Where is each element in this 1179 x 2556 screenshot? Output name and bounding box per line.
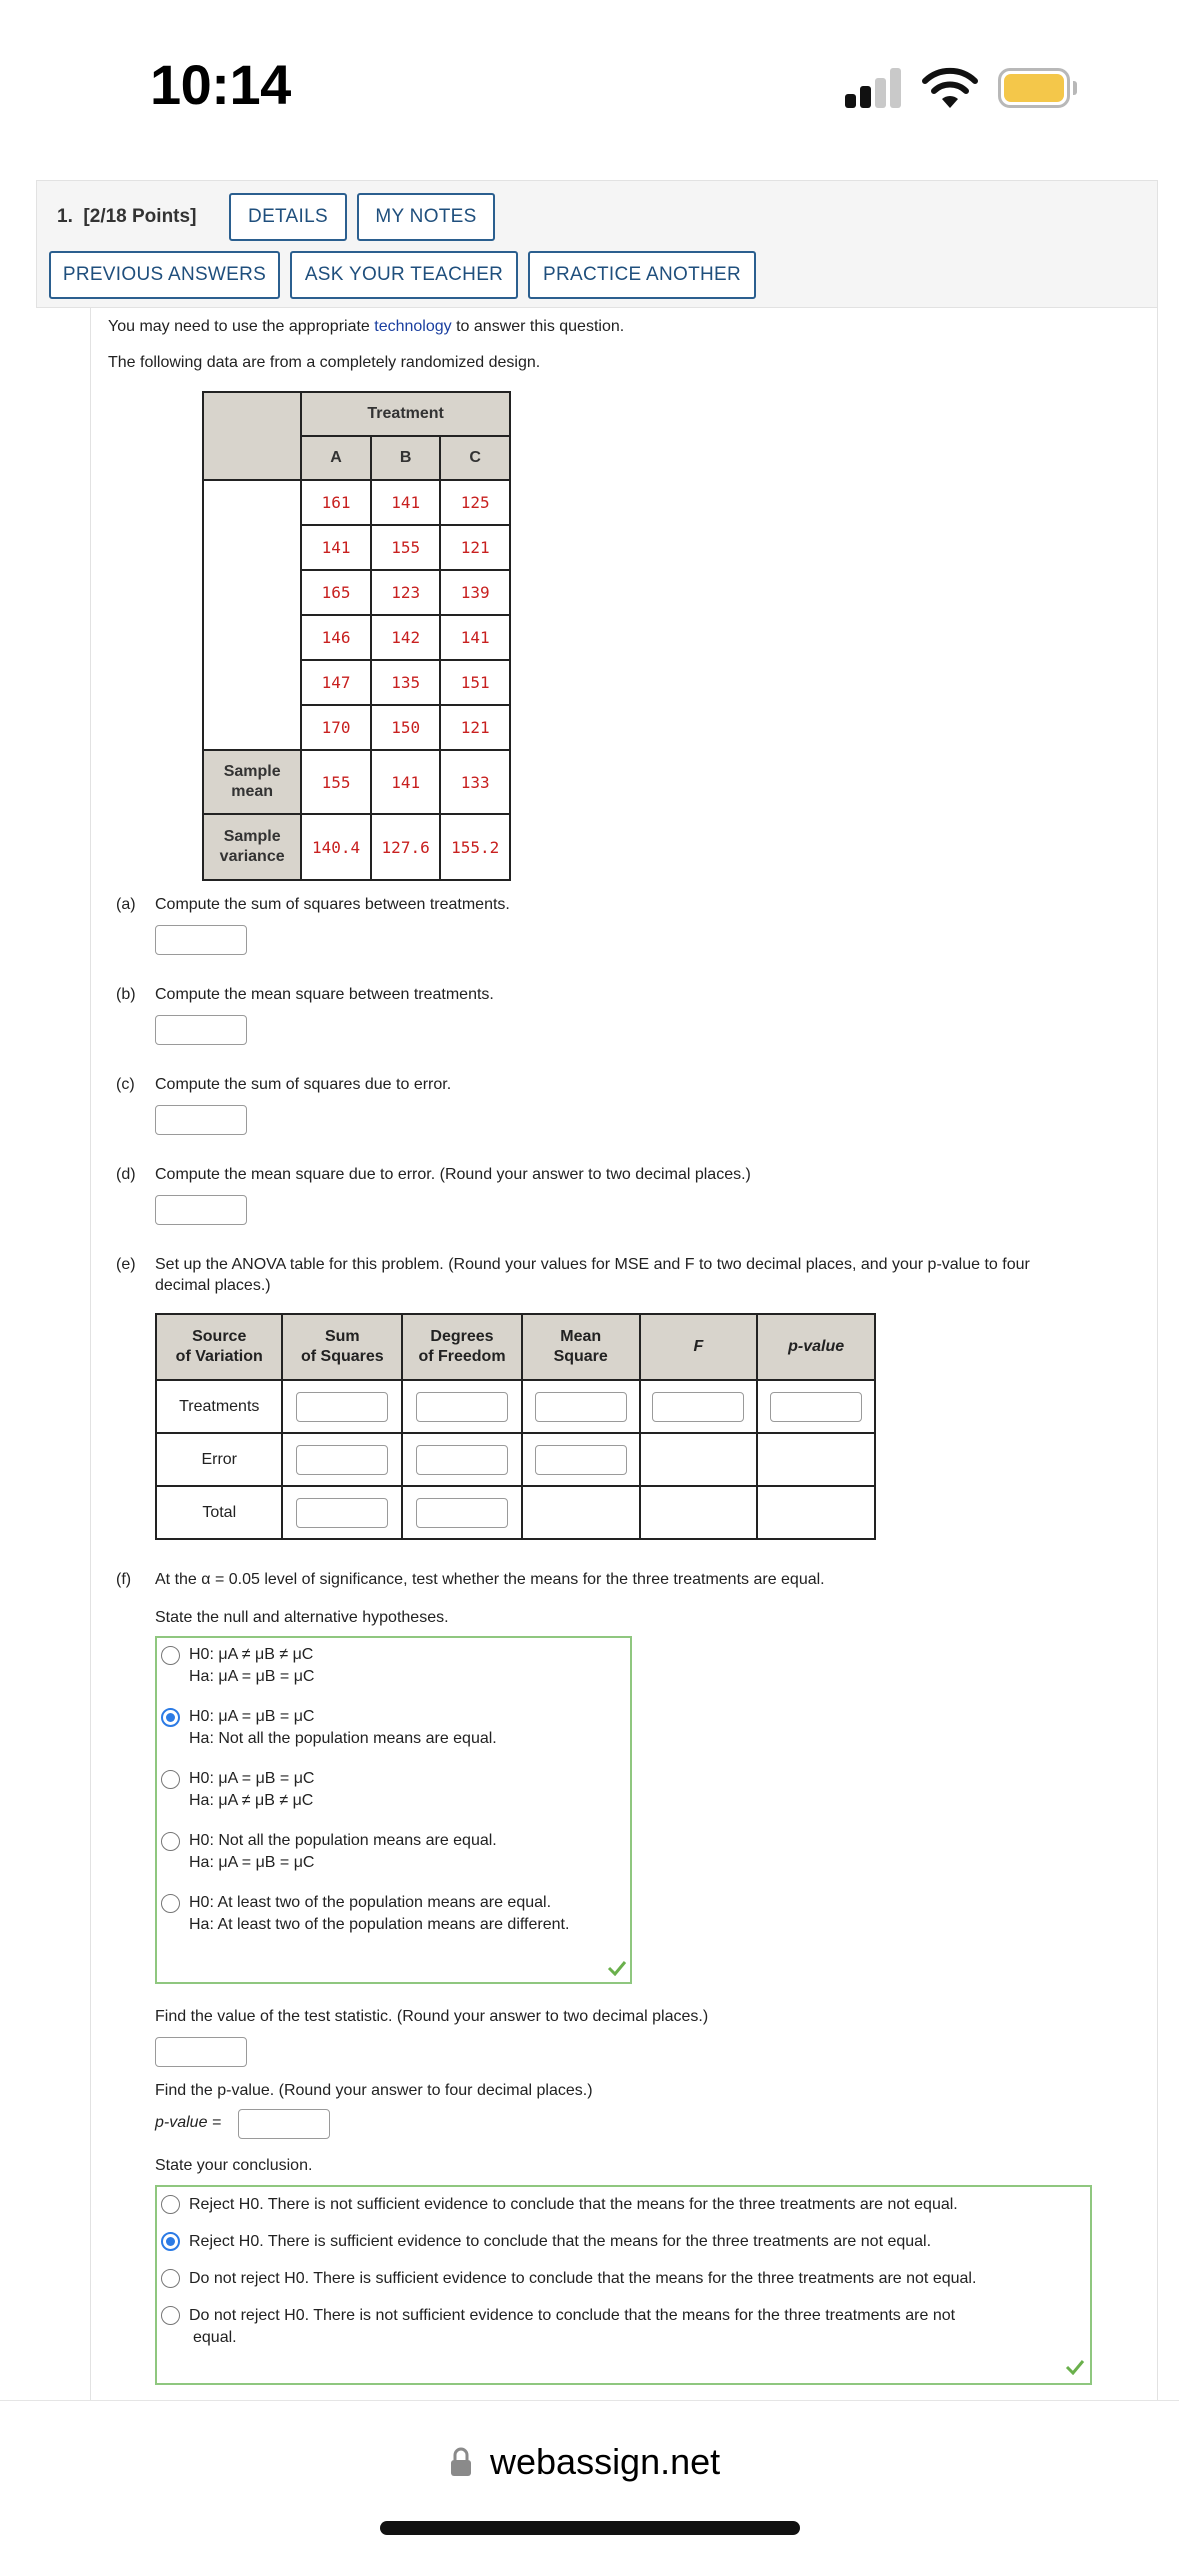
hypothesis-4-h0: H0: Not all the population means are equal. <box>189 1832 497 1849</box>
sample-variance-a: 140.4 <box>301 814 371 880</box>
part-d-text: Compute the mean square due to error. (Round your answer to two decimal places.) <box>155 1166 751 1183</box>
part-f-text: At the α = 0.05 level of significance, test whether the means for the three treatments are equal. <box>155 1571 825 1588</box>
table-cell: 150 <box>371 705 441 750</box>
intro-technology: You may need to use the appropriate technology to answer this question. <box>108 318 625 335</box>
ss-error-input[interactable] <box>155 1105 247 1135</box>
table-cell: 170 <box>301 705 371 750</box>
column-header-a: A <box>301 436 371 480</box>
test-statistic-input[interactable] <box>155 2037 247 2067</box>
question-points: 1. [2/18 Points] <box>57 206 197 227</box>
column-header-c: C <box>440 436 510 480</box>
wifi-icon <box>920 64 980 110</box>
details-button[interactable]: DETAILS <box>229 193 347 241</box>
table-cell: 141 <box>301 525 371 570</box>
clock: 10:14 <box>150 53 291 116</box>
anova-total-ss-input[interactable] <box>296 1498 388 1528</box>
part-b-label: (b) <box>116 986 136 1003</box>
anova-empty-cell <box>640 1486 758 1539</box>
table-cell: 155 <box>371 525 441 570</box>
part-d-label: (d) <box>116 1166 136 1183</box>
hypothesis-5-h0: H0: At least two of the population means are equal. <box>189 1894 552 1911</box>
table-cell: 123 <box>371 570 441 615</box>
practice-another-button[interactable]: PRACTICE ANOTHER <box>528 251 756 299</box>
table-cell: 125 <box>440 480 510 525</box>
anova-error-df-input[interactable] <box>416 1445 508 1475</box>
correct-check-icon <box>1065 2359 1085 2375</box>
conclusion-4-text: Do not reject H0. There is not sufficient evidence to conclude that the means for the three treatments are not <box>189 2307 956 2324</box>
conclusion-prompt: State your conclusion. <box>155 2157 313 2174</box>
sample-variance-b: 127.6 <box>371 814 441 880</box>
battery-icon <box>998 68 1076 108</box>
table-cell: 139 <box>440 570 510 615</box>
anova-error-ms-input[interactable] <box>535 1445 627 1475</box>
column-header-b: B <box>371 436 441 480</box>
lock-icon <box>450 2447 472 2477</box>
sample-mean-a: 155 <box>301 750 371 814</box>
table-cell: 135 <box>371 660 441 705</box>
anova-header-ms: Mean Square <box>522 1314 640 1380</box>
pvalue-label: p-value = <box>155 2114 222 2131</box>
table-cell: 146 <box>301 615 371 660</box>
sample-mean-label: Sample mean <box>203 750 301 814</box>
part-e-text-1: Set up the ANOVA table for this problem. (Round your values for MSE and F to two decimal places, and your p-value to four <box>155 1256 1030 1273</box>
part-a-text: Compute the sum of squares between treatments. <box>155 896 510 913</box>
part-f-label: (f) <box>116 1571 132 1588</box>
hypothesis-radio-1[interactable] <box>161 1646 180 1665</box>
table-corner <box>203 392 301 480</box>
treatment-header: Treatment <box>301 392 510 436</box>
hypothesis-5-ha: Ha: At least two of the population means are different. <box>189 1916 570 1933</box>
anova-total-df-input[interactable] <box>416 1498 508 1528</box>
conclusion-options <box>155 2185 1092 2385</box>
anova-row-label-treatments: Treatments <box>156 1380 282 1433</box>
previous-answers-button[interactable]: PREVIOUS ANSWERS <box>49 251 280 299</box>
anova-empty-cell <box>757 1433 875 1486</box>
my-notes-button[interactable]: MY NOTES <box>357 193 495 241</box>
hypothesis-radio-2[interactable] <box>161 1708 180 1727</box>
anova-treatments-ss-input[interactable] <box>296 1392 388 1422</box>
ask-your-teacher-button[interactable]: ASK YOUR TEACHER <box>290 251 518 299</box>
conclusion-2-text: Reject H0. There is sufficient evidence to conclude that the means for the three treatments are not equal. <box>189 2233 932 2250</box>
sample-mean-c: 133 <box>440 750 510 814</box>
table-cell: 151 <box>440 660 510 705</box>
table-cell: 141 <box>440 615 510 660</box>
anova-header-df: Degrees of Freedom <box>402 1314 522 1380</box>
anova-table <box>155 1313 876 1540</box>
part-e-label: (e) <box>116 1256 136 1273</box>
cellular-signal-icon <box>845 68 905 108</box>
anova-empty-cell <box>757 1486 875 1539</box>
state-hypotheses-prompt: State the null and alternative hypotheses. <box>155 1609 449 1626</box>
conclusion-3-text: Do not reject H0. There is sufficient evidence to conclude that the means for the three treatments are not equal. <box>189 2270 977 2287</box>
hypothesis-3-h0: H0: μA = μB = μC <box>189 1770 315 1787</box>
correct-check-icon <box>607 1960 627 1976</box>
anova-header-source: Source of Variation <box>156 1314 282 1380</box>
anova-treatments-f-input[interactable] <box>652 1392 744 1422</box>
anova-treatments-df-input[interactable] <box>416 1392 508 1422</box>
test-statistic-prompt: Find the value of the test statistic. (Round your answer to two decimal places.) <box>155 2008 709 2025</box>
hypothesis-4-ha: Ha: μA = μB = μC <box>189 1854 315 1871</box>
intro-design: The following data are from a completely randomized design. <box>108 354 541 371</box>
table-cell: 165 <box>301 570 371 615</box>
anova-header-pvalue: p-value <box>757 1314 875 1380</box>
browser-address-bar[interactable] <box>0 2400 1179 2556</box>
hypothesis-2-ha: Ha: Not all the population means are equal. <box>189 1730 497 1747</box>
data-table <box>202 391 511 881</box>
table-cell: 121 <box>440 525 510 570</box>
conclusion-1-text: Reject H0. There is not sufficient evidence to conclude that the means for the three treatments are not equal. <box>189 2196 958 2213</box>
conclusion-radio-3[interactable] <box>161 2269 180 2288</box>
technology-link[interactable]: technology <box>374 318 452 335</box>
pvalue-prompt: Find the p-value. (Round your answer to four decimal places.) <box>155 2082 593 2099</box>
conclusion-radio-2[interactable] <box>161 2232 180 2251</box>
part-c-label: (c) <box>116 1076 135 1093</box>
anova-treatments-ms-input[interactable] <box>535 1392 627 1422</box>
hypothesis-1-ha: Ha: μA = μB = μC <box>189 1668 315 1685</box>
part-c-text: Compute the sum of squares due to error. <box>155 1076 452 1093</box>
part-b-text: Compute the mean square between treatments. <box>155 986 494 1003</box>
question-header <box>36 180 1158 308</box>
conclusion-radio-1[interactable] <box>161 2195 180 2214</box>
hypothesis-radio-5[interactable] <box>161 1894 180 1913</box>
pvalue-input[interactable] <box>238 2109 330 2139</box>
conclusion-radio-4[interactable] <box>161 2306 180 2325</box>
part-a-label: (a) <box>116 896 136 913</box>
hypothesis-radio-4[interactable] <box>161 1832 180 1851</box>
row-label-blank <box>203 480 301 750</box>
hypothesis-2-h0: H0: μA = μB = μC <box>189 1708 315 1725</box>
anova-treatments-pvalue-input[interactable] <box>770 1392 862 1422</box>
conclusion-4-text-2: equal. <box>193 2329 237 2346</box>
part-e-text-2: decimal places.) <box>155 1277 271 1294</box>
table-cell: 147 <box>301 660 371 705</box>
anova-empty-cell <box>640 1433 758 1486</box>
anova-error-ss-input[interactable] <box>296 1445 388 1475</box>
sample-variance-label: Sample variance <box>203 814 301 880</box>
table-cell: 161 <box>301 480 371 525</box>
hypothesis-1-h0: H0: μA ≠ μB ≠ μC <box>189 1646 314 1663</box>
table-cell: 141 <box>371 480 441 525</box>
url-text: webassign.net <box>490 2441 721 2482</box>
ss-between-input[interactable] <box>155 925 247 955</box>
hypothesis-radio-3[interactable] <box>161 1770 180 1789</box>
hypothesis-3-ha: Ha: μA ≠ μB ≠ μC <box>189 1792 314 1809</box>
hypotheses-options <box>155 1636 632 1984</box>
home-indicator[interactable] <box>380 2521 800 2535</box>
table-cell: 121 <box>440 705 510 750</box>
sample-variance-c: 155.2 <box>440 814 510 880</box>
ms-error-input[interactable] <box>155 1195 247 1225</box>
table-cell: 142 <box>371 615 441 660</box>
anova-header-f: F <box>640 1314 758 1380</box>
status-bar <box>0 0 1179 170</box>
anova-row-label-error: Error <box>156 1433 282 1486</box>
sample-mean-b: 141 <box>371 750 441 814</box>
anova-row-label-total: Total <box>156 1486 282 1539</box>
anova-empty-cell <box>522 1486 640 1539</box>
anova-header-ss: Sum of Squares <box>282 1314 402 1380</box>
ms-between-input[interactable] <box>155 1015 247 1045</box>
